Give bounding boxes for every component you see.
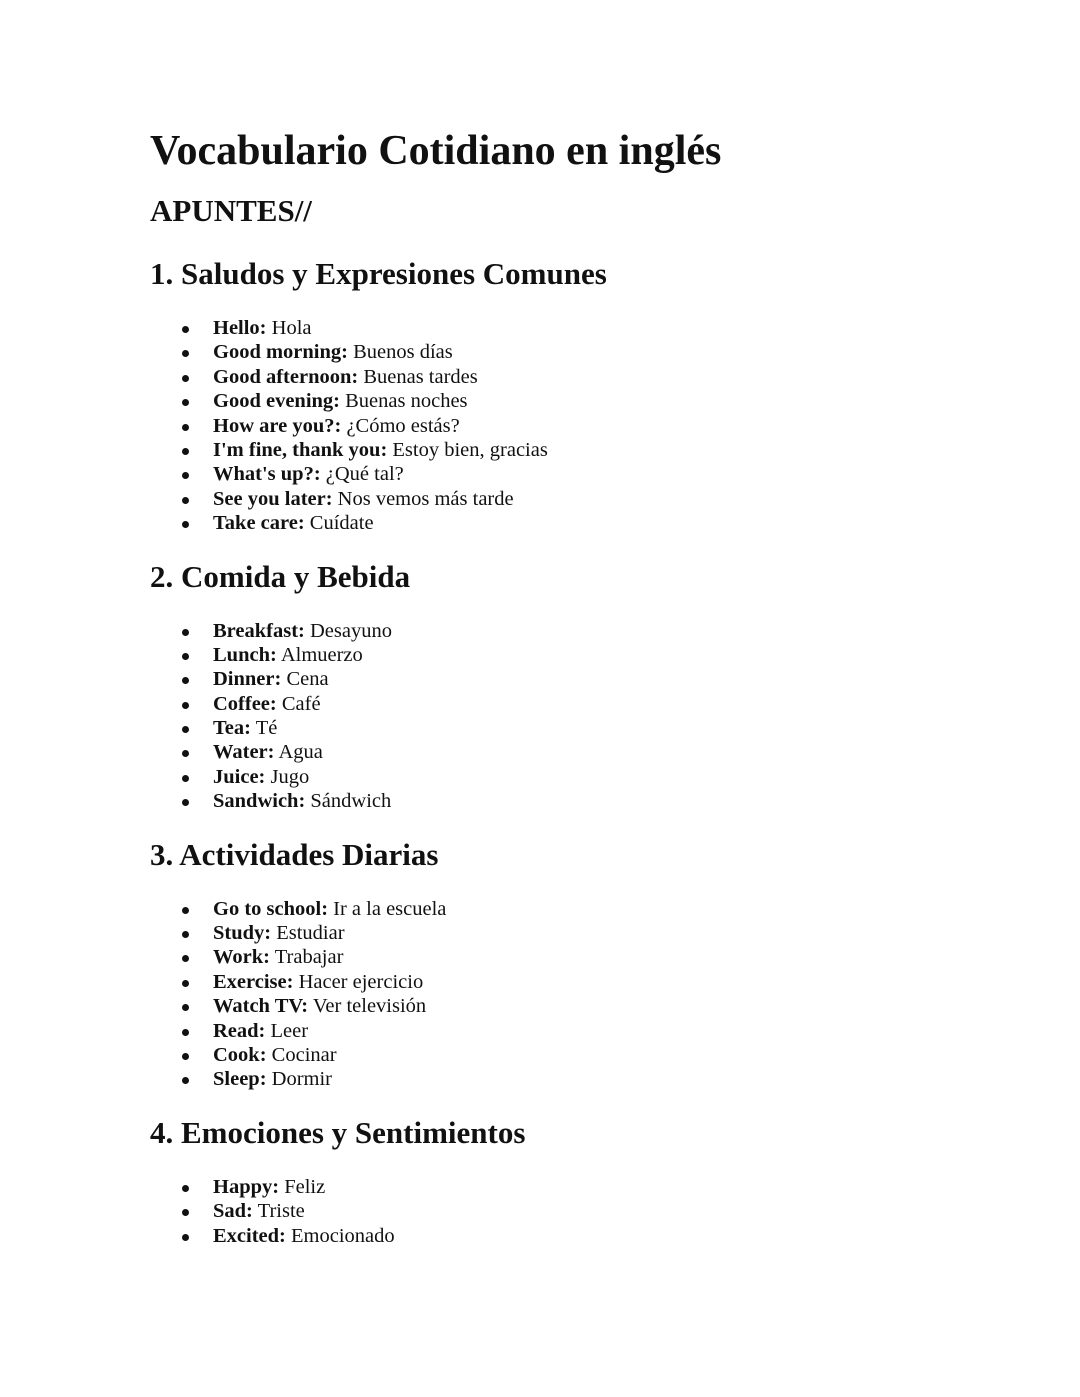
vocab-translation: Té (255, 717, 278, 740)
bullet-icon (182, 472, 189, 479)
bullet-icon (182, 424, 189, 431)
bullet-icon (182, 1209, 189, 1216)
vocab-translation: Agua (278, 741, 323, 764)
vocab-translation: Estoy bien, gracias (392, 438, 548, 461)
list-item (150, 511, 1010, 535)
list-item (150, 643, 1010, 667)
vocab-translation: Buenas noches (345, 390, 468, 413)
vocab-term: Take care: (213, 512, 305, 535)
list-item (150, 316, 1010, 340)
vocab-translation: Desayuno (310, 619, 392, 642)
bullet-icon (182, 375, 189, 382)
vocab-term: Good afternoon: (213, 365, 359, 388)
list-item (150, 365, 1010, 389)
vocab-section (150, 1113, 1010, 1248)
bullet-icon (182, 629, 189, 636)
list-item (150, 619, 1010, 643)
vocab-term: Happy: (213, 1175, 280, 1198)
vocab-term: Water: (213, 741, 275, 764)
vocab-translation: Sándwich (310, 790, 392, 813)
list-item (150, 389, 1010, 413)
vocab-term: I'm fine, thank you: (213, 438, 388, 461)
vocab-section (150, 835, 1010, 1092)
bullet-icon (182, 448, 189, 455)
section-title: 3. Actividades Diarias (150, 836, 439, 872)
list-item (150, 740, 1010, 764)
document-page (150, 125, 1010, 1248)
list-item (150, 921, 1010, 945)
vocab-term: Dinner: (213, 668, 282, 691)
bullet-icon (182, 521, 189, 528)
list-item (150, 1019, 1010, 1043)
list-item (150, 692, 1010, 716)
vocab-translation: Cena (286, 668, 329, 691)
vocab-term: Good evening: (213, 390, 340, 413)
bullet-icon (182, 931, 189, 938)
vocab-term: Work: (213, 946, 270, 969)
bullet-icon (182, 775, 189, 782)
bullet-icon (182, 750, 189, 757)
list-item (150, 438, 1010, 462)
vocab-term: Cook: (213, 1043, 267, 1066)
vocab-translation: Café (281, 692, 321, 715)
vocab-translation: Nos vemos más tarde (337, 487, 514, 510)
bullet-icon (182, 677, 189, 684)
sections-container (150, 254, 1010, 1248)
vocab-translation: Hola (271, 317, 312, 339)
list-item (150, 340, 1010, 364)
list-item (150, 994, 1010, 1018)
list-item (150, 1224, 1010, 1248)
vocab-list (150, 897, 1010, 1092)
bullet-icon (182, 907, 189, 914)
bullet-icon (182, 350, 189, 357)
list-item (150, 1067, 1010, 1091)
vocab-translation: Buenos días (353, 341, 453, 364)
vocab-term: Go to school: (213, 897, 329, 920)
vocab-term: How are you?: (213, 414, 342, 437)
list-item (150, 1175, 1010, 1199)
vocab-translation: Leer (270, 1019, 309, 1042)
bullet-icon (182, 1029, 189, 1036)
bullet-icon (182, 1053, 189, 1060)
bullet-icon (182, 799, 189, 806)
vocab-translation: Feliz (284, 1175, 326, 1198)
document-title: Vocabulario Cotidiano en inglés (150, 128, 722, 174)
list-item (150, 487, 1010, 511)
vocab-term: Excited: (213, 1224, 286, 1247)
vocab-list (150, 1175, 1010, 1248)
list-item (150, 1043, 1010, 1067)
vocab-term: Study: (213, 922, 272, 945)
bullet-icon (182, 399, 189, 406)
list-item (150, 1199, 1010, 1223)
section-title: 1. Saludos y Expresiones Comunes (150, 256, 607, 291)
vocab-term: Sad: (213, 1200, 253, 1223)
vocab-term: What's up?: (213, 463, 321, 486)
vocab-translation: Cuídate (309, 512, 374, 535)
bullet-icon (182, 1077, 189, 1084)
list-item (150, 462, 1010, 486)
vocab-translation: Cocinar (271, 1043, 337, 1066)
bullet-icon (182, 497, 189, 504)
vocab-term: Watch TV: (213, 995, 309, 1018)
list-item (150, 789, 1010, 813)
bullet-icon (182, 980, 189, 987)
vocab-list (150, 619, 1010, 814)
vocab-list (150, 316, 1010, 536)
vocab-translation: Ir a la escuela (333, 897, 447, 920)
vocab-term: Sleep: (213, 1068, 267, 1091)
bullet-icon (182, 326, 189, 333)
vocab-term: Hello: (213, 317, 267, 339)
list-item (150, 414, 1010, 438)
vocab-translation: ¿Cómo estás? (346, 414, 460, 437)
section-title: 4. Emociones y Sentimientos (150, 1114, 526, 1150)
vocab-term: Juice: (213, 765, 266, 788)
bullet-icon (182, 1185, 189, 1192)
vocab-translation: Jugo (270, 765, 310, 788)
vocab-translation: ¿Qué tal? (325, 463, 404, 486)
list-item (150, 716, 1010, 740)
vocab-translation: Ver televisión (312, 995, 427, 1018)
document-subtitle: APUNTES// (150, 193, 312, 228)
list-item (150, 970, 1010, 994)
vocab-section (150, 254, 1010, 536)
vocab-term: Breakfast: (213, 619, 305, 642)
vocab-term: Read: (213, 1019, 266, 1042)
vocab-term: Good morning: (213, 341, 348, 364)
vocab-section (150, 557, 1010, 814)
bullet-icon (182, 1234, 189, 1241)
vocab-translation: Hacer ejercicio (298, 970, 424, 993)
vocab-translation: Dormir (271, 1068, 333, 1091)
list-item (150, 667, 1010, 691)
vocab-translation: Buenas tardes (363, 365, 478, 388)
list-item (150, 765, 1010, 789)
vocab-translation: Almuerzo (280, 643, 363, 666)
section-title: 2. Comida y Bebida (150, 558, 411, 594)
vocab-term: See you later: (213, 487, 333, 510)
vocab-translation: Trabajar (274, 946, 344, 969)
vocab-translation: Triste (257, 1200, 305, 1223)
list-item (150, 897, 1010, 921)
vocab-term: Lunch: (213, 643, 277, 666)
vocab-term: Tea: (213, 717, 251, 740)
bullet-icon (182, 1004, 189, 1011)
vocab-term: Coffee: (213, 692, 277, 715)
vocab-translation: Emocionado (291, 1224, 395, 1247)
vocab-term: Exercise: (213, 970, 294, 993)
bullet-icon (182, 726, 189, 733)
vocab-term: Sandwich: (213, 790, 306, 813)
list-item (150, 945, 1010, 969)
bullet-icon (182, 702, 189, 709)
bullet-icon (182, 955, 189, 962)
vocab-translation: Estudiar (276, 922, 345, 945)
bullet-icon (182, 653, 189, 660)
